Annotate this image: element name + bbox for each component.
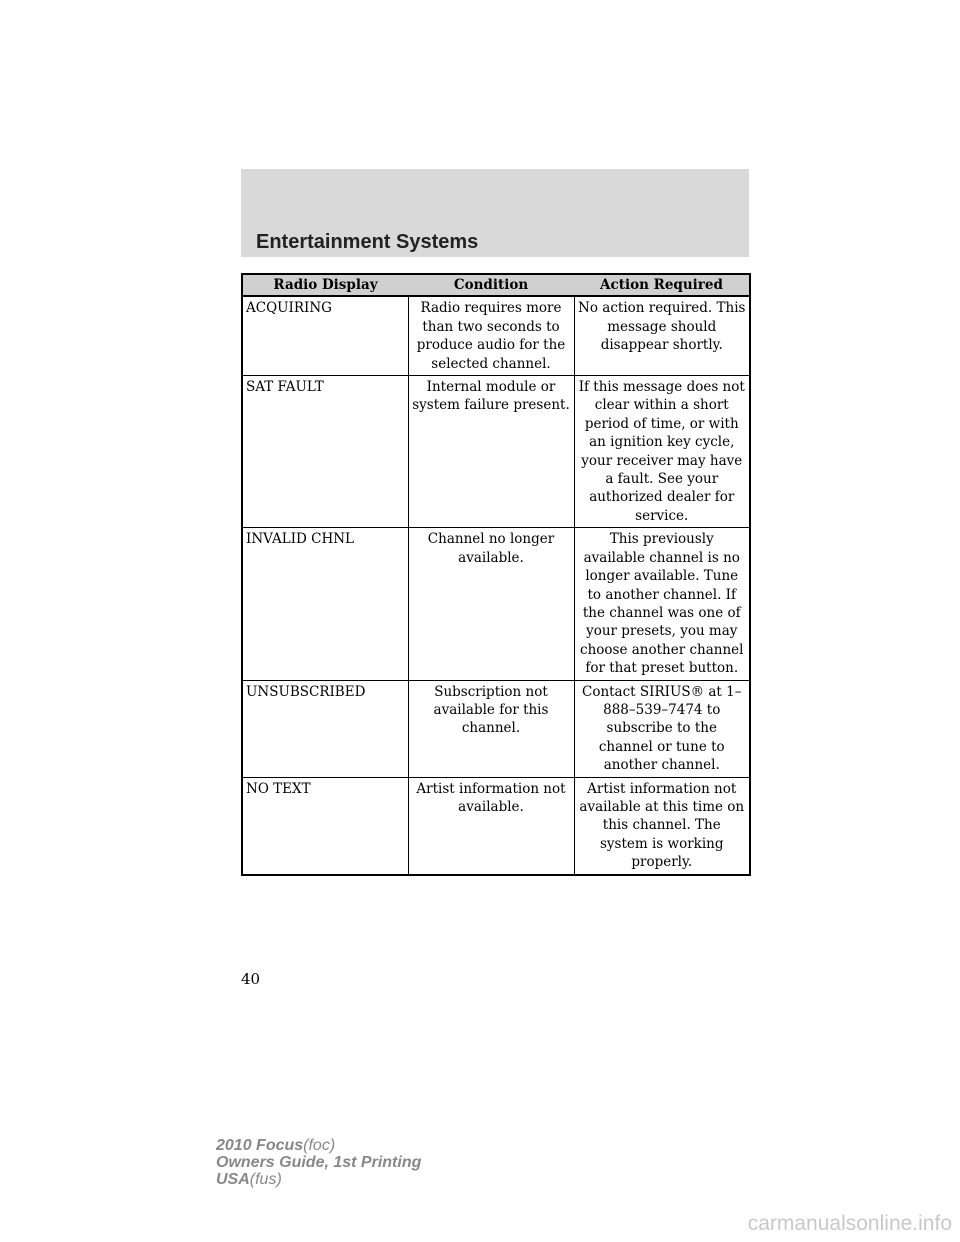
cell-action: This previously available channel is no longer available. Tune to another channel. If the channel was one of your presets, you may choose another channel for that preset button. — [574, 528, 750, 680]
cell-action: If this message does not clear within a short period of time, or with an ignition key cycle, your receiver may have a fault. See your authorized dealer for service. — [574, 376, 750, 528]
cell-condition: Radio requires more than two seconds to produce audio for the selected channel. — [408, 296, 574, 375]
cell-action: Artist information not available at this time on this channel. The system is working properly. — [574, 777, 750, 875]
footer-line-model — [216, 1137, 421, 1154]
table-row — [242, 777, 750, 875]
table-row — [242, 376, 750, 528]
cell-radio-display: INVALID CHNL — [242, 528, 408, 680]
column-header-action-required: Action Required — [574, 274, 750, 296]
table-header-row — [242, 274, 750, 296]
column-header-radio-display: Radio Display — [242, 274, 408, 296]
footer-line-guide — [216, 1154, 421, 1171]
footer-model-code: (foc) — [303, 1137, 336, 1154]
table-row — [242, 528, 750, 680]
table-row — [242, 680, 750, 777]
footer-model: 2010 Focus — [216, 1137, 304, 1154]
cell-action: No action required. This message should disappear shortly. — [574, 296, 750, 375]
cell-condition: Artist information not available. — [408, 777, 574, 875]
document-footer — [216, 1137, 421, 1188]
radio-display-table — [241, 273, 751, 876]
cell-condition: Channel no longer available. — [408, 528, 574, 680]
table-row — [242, 296, 750, 375]
page-number: 40 — [241, 970, 261, 988]
cell-radio-display: ACQUIRING — [242, 296, 408, 375]
footer-market-code: (fus) — [249, 1171, 282, 1188]
footer-guide: Owners Guide, 1st Printing — [216, 1154, 422, 1171]
footer-line-market — [216, 1171, 421, 1188]
footer-market: USA — [216, 1171, 250, 1188]
watermark: carmanualsonline.info — [747, 1212, 952, 1235]
section-header — [241, 169, 749, 257]
column-header-condition: Condition — [408, 274, 574, 296]
section-title: Entertainment Systems — [256, 231, 479, 253]
cell-radio-display: UNSUBSCRIBED — [242, 680, 408, 777]
cell-condition: Internal module or system failure present. — [408, 376, 574, 528]
cell-action: Contact SIRIUS® at 1–888–539–7474 to subscribe to the channel or tune to another channel. — [574, 680, 750, 777]
cell-condition: Subscription not available for this channel. — [408, 680, 574, 777]
cell-radio-display: NO TEXT — [242, 777, 408, 875]
cell-radio-display: SAT FAULT — [242, 376, 408, 528]
